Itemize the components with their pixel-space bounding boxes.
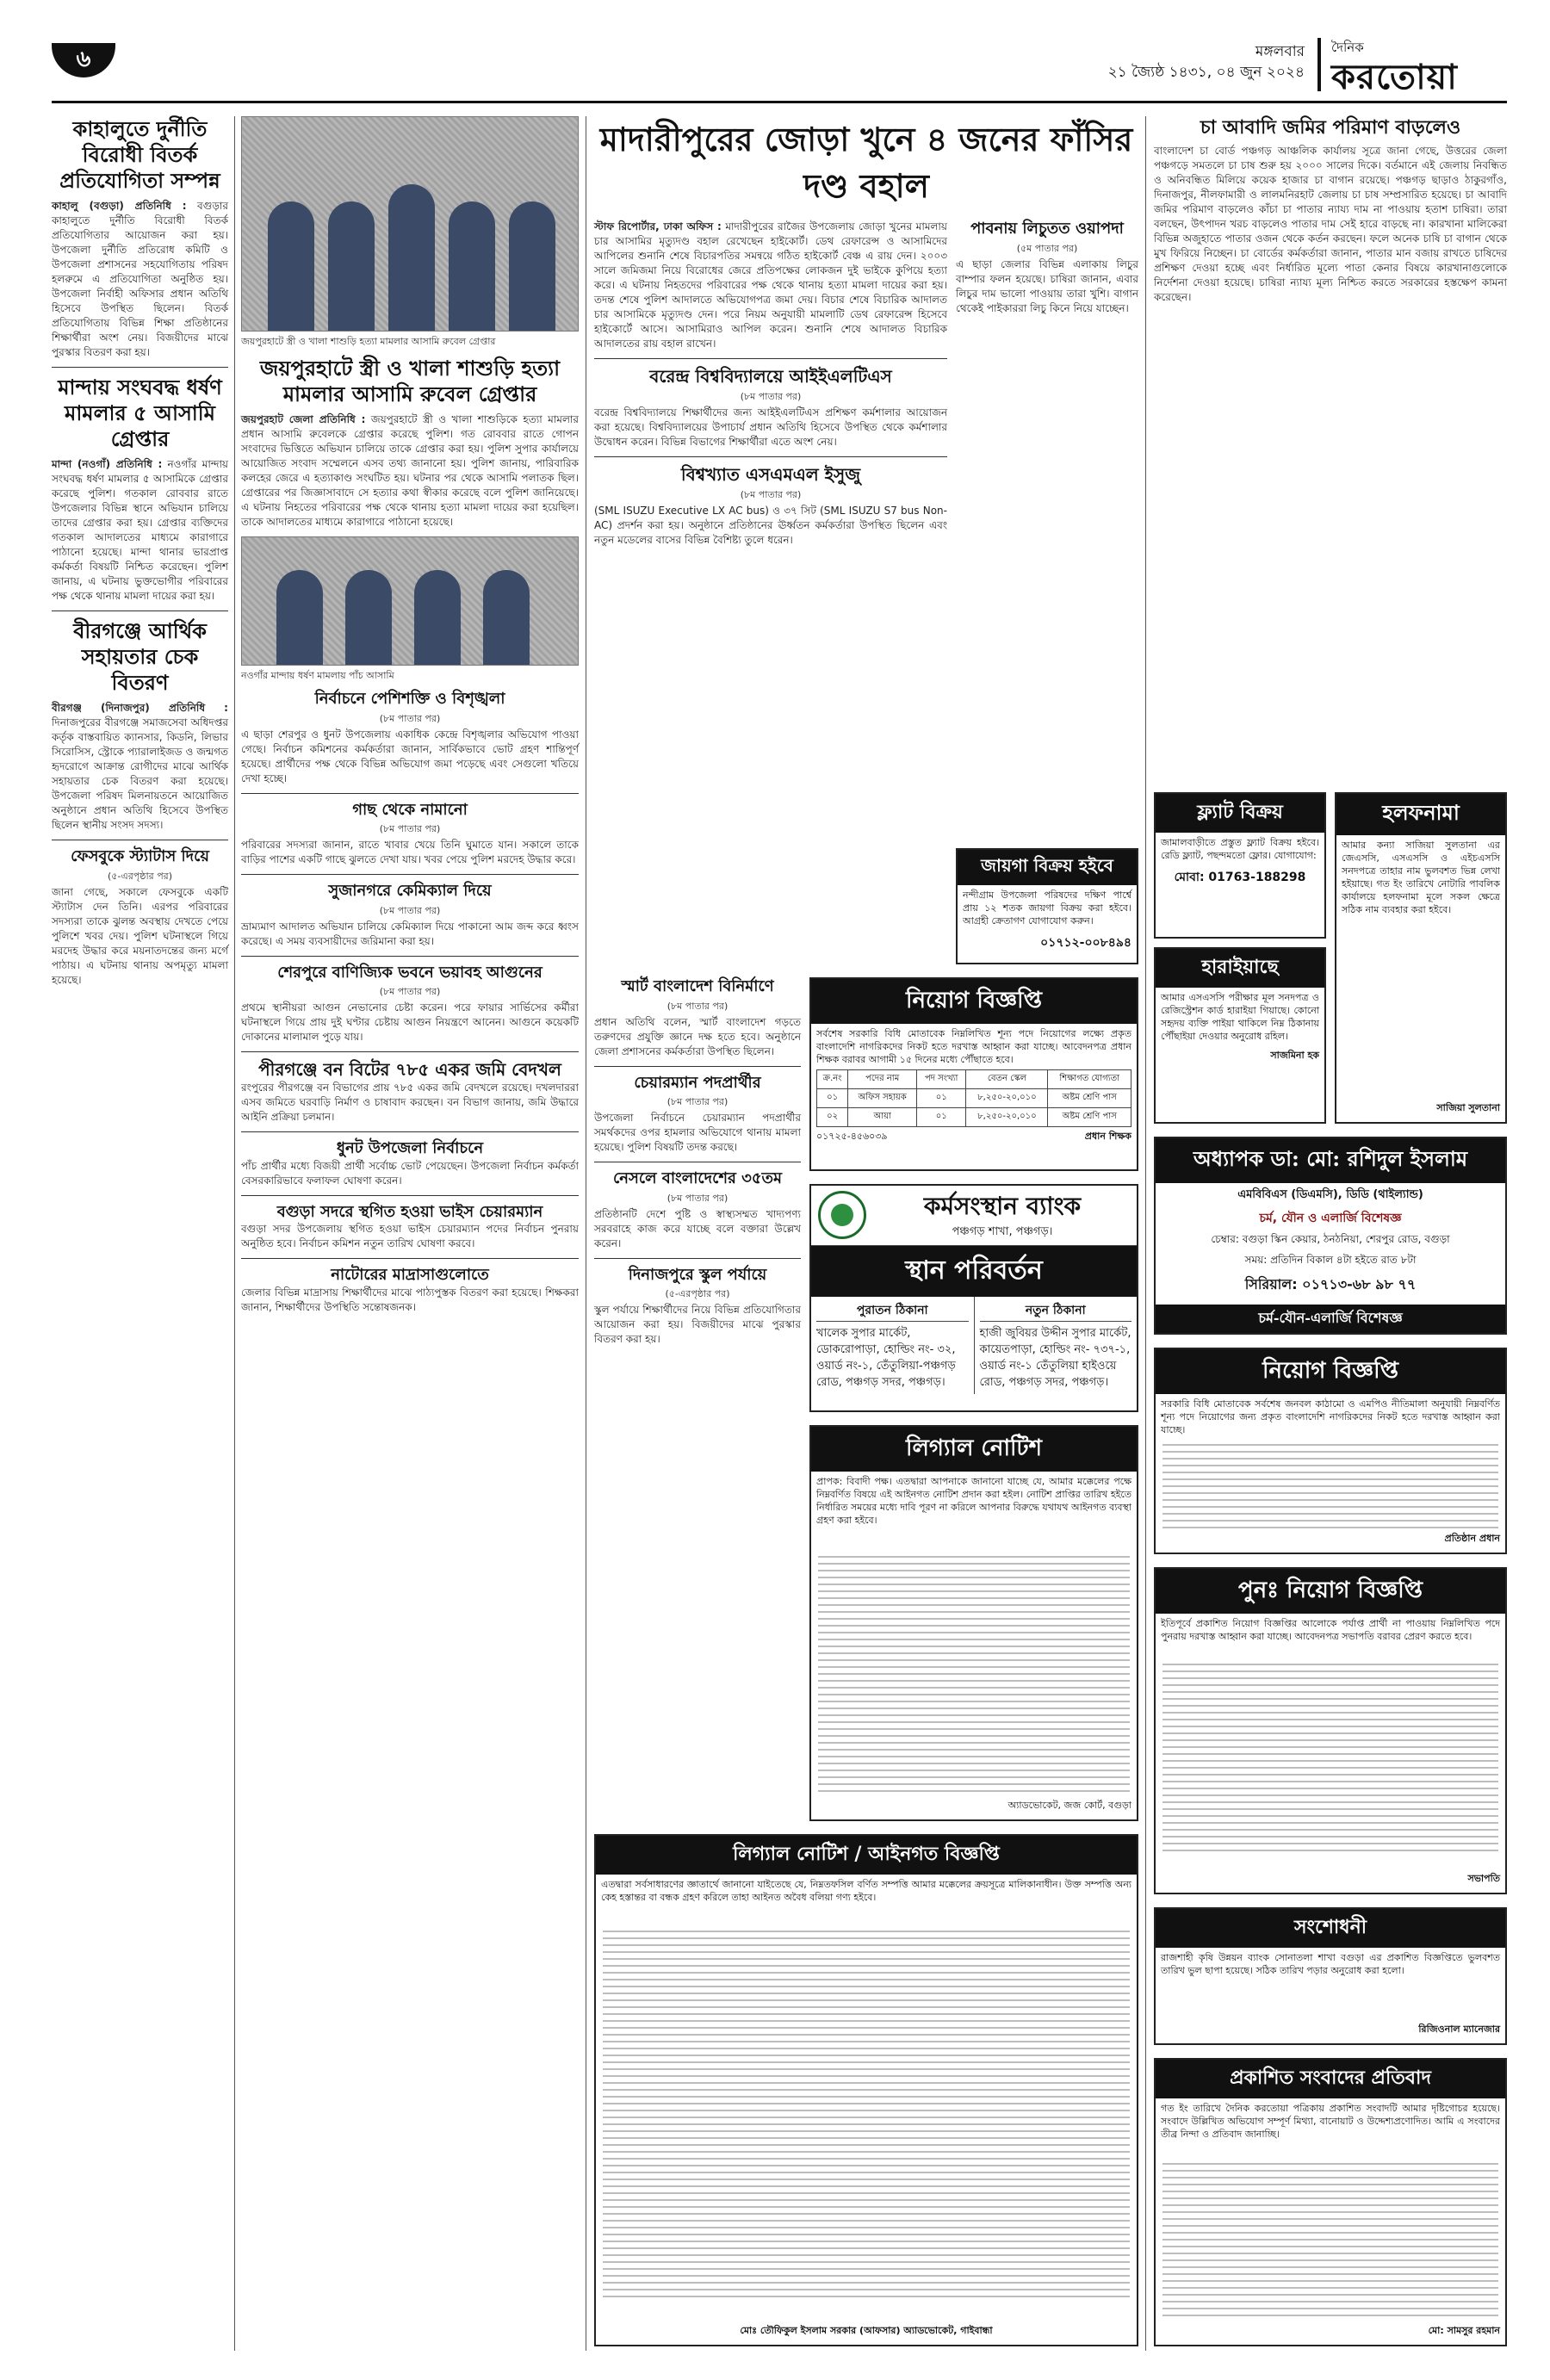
ad-land-phone: ০১৭১২-০০৮৪৯৪	[1040, 936, 1132, 950]
ad-recruitment-2-signature: প্রতিষ্ঠান প্রধান	[1444, 1533, 1500, 1544]
story-manda-body: নওগাঁর মান্দায় সংঘবদ্ধ ধর্ষণ মামলার ৫ আসামিকে গ্রেপ্তার করেছে পুলিশ। গতকাল রোববার রাতে উপজেলার বিভিন্ন স্থানে অভিযান চালিয়ে তাদের গ্রেপ্তার করা হয়। গ্রেপ্তার ব্যক্তিদের গতকাল আদালতের মাধ্যমে কারাগারে পাঠানো হয়েছে। মান্দা থানার ভারপ্রাপ্ত কর্মকর্তা বিষয়টি নিশ্চিত করেছেন। পুলিশ জানায়, এ ঘটনায় ভুক্তভোগীর পরিবারের পক্ষ থেকে থানায় মামলা দায়ের করা হয়।	[52, 458, 228, 602]
ad-protest-body: গত ইং তারিখে দৈনিক করতোয়া পত্রিকায় প্রকাশিত সংবাদটি আমার দৃষ্টিগোচর হয়েছে। সংবাদে উল্লিখিত অভিযোগ সম্পূর্ণ মিথ্যা, বানোয়াট ও উদ্দেশ্যপ্রণোদিত। আমি এ সংবাদের তীব্র নিন্দা ও প্রতিবাদ জানাচ্ছি।	[1161, 2103, 1500, 2140]
story-manda-dateline: মান্দা (নওগাঁ) প্রতিনিধি :	[52, 458, 163, 470]
table-cell: ৮,২৫০-২০,০১০	[966, 1089, 1048, 1108]
ad-land-sale	[956, 848, 1138, 964]
story-birganj-body: দিনাজপুরের বীরগঞ্জে সমাজসেবা অধিদপ্তর কর্তৃক বাস্তবায়িত ক্যানসার, কিডনি, লিভার সিরোসিস, স্ট্রোকে প্যারালাইজড ও জন্মগত হৃদরোগে আক্রান্ত রোগীদের মাঝে আর্থিক সহায়তার চেক বিতরণ করা হয়েছে। উপজেলা পরিষদ মিলনায়তনে আয়োজিত অনুষ্ঠানে প্রধান অতিথি হিসেবে উপস্থিত ছিলেন স্থানীয় সংসদ সদস্য।	[52, 716, 228, 831]
story-sujanagar-body: ভ্রাম্যমাণ আদালত অভিযান চালিয়ে কেমিক্যাল দিয়ে পাকানো আম জব্দ করে ধ্বংস করেছে। এ সময় ব্যবসায়ীদের জরিমানা করা হয়।	[241, 920, 579, 947]
story-kahalu-title: কাহালুতে দুর্নীতি বিরোধী বিতর্ক প্রতিযোগিতা সম্পন্ন	[59, 116, 220, 193]
lead-story-madaripur	[594, 116, 1138, 209]
story-kahalu-dateline: কাহালু (বগুড়া) প্রতিনিধি :	[52, 200, 187, 212]
logo-daily: দৈনিক	[1331, 40, 1364, 55]
story-tea-body: বাংলাদেশ চা বোর্ড পঞ্চগড় আঞ্চলিক কার্যালয় সূত্রে জানা গেছে, উত্তরের জেলা পঞ্চগড়ে সমতলে চা চাষ শুরু হয় ২০০০ সালের দিকে। বর্তমানে এই জেলায় নিবন্ধিত ও অনিবন্ধিত মিলিয়ে কয়েক হাজার চা বাগান রয়েছে। পঞ্চগড় ছাড়াও ঠাকুরগাঁও, দিনাজপুর, নীলফামারী ও লালমনিরহাট জেলায় চা চাষ সম্প্রসারিত হয়েছে। চা আবাদি জমির পরিমাণ বাড়লেও কাঁচা চা পাতার ন্যায্য দাম না পাওয়ায় হতাশ চাষিরা। তারা বলছেন, উৎপাদন খরচ বাড়লেও পাতার দাম সেই হারে বাড়ছে না। কারখানা মালিকেরা বিভিন্ন অজুহাতে পাতার ওজন থেকে কর্তন করছেন। ফলে অনেক চাষি চা বাগান থেকে মুখ ফিরিয়ে নিচ্ছেন। চা বোর্ডের কর্মকর্তারা জানান, পাতার মান বজায় রাখতে চাষিদের প্রশিক্ষণ দেওয়া হচ্ছে এবং নির্ধারিত মূল্যে পাতা কেনার বিষয়ে কারখানাগুলোকে নির্দেশনা দেওয়া হয়েছে। চাষিরা ন্যায্য মূল্য নিশ্চিত করতে সরকারের হস্তক্ষেপ কামনা করেছেন।	[1154, 144, 1507, 303]
story-birganj-dateline: বীরগঞ্জ (দিনাজপুর) প্রতিনিধি :	[52, 702, 228, 714]
story-bogura-vice-body: বগুড়া সদর উপজেলায় স্থগিত হওয়া ভাইস চেয়ারম্যান পদের নির্বাচন পুনরায় অনুষ্ঠিত হবে। নির্বাচন কমিশন নতুন তারিখ ঘোষণা করবে।	[241, 1223, 579, 1249]
ad-lost-signature: সাজমিনা হক	[1270, 1050, 1319, 1061]
table-cell: আয়া	[848, 1108, 917, 1127]
story-dinajpur-body: স্কুল পর্যায়ে শিক্ষার্থীদের নিয়ে বিভিন্ন প্রতিযোগিতার আয়োজন করা হয়। বিজয়ীদের মাঝে পুরস্কার বিতরণ করা হয়।	[594, 1304, 801, 1345]
ad-legal-notice-2	[594, 1834, 1138, 2346]
bank-emblem-icon	[818, 1191, 866, 1239]
ad-lost-notice	[1154, 947, 1326, 1124]
story-manda-title: মান্দায় সংঘবদ্ধ ধর্ষণ মামলার ৫ আসামি গ্রেপ্তার	[58, 375, 222, 451]
ad-recruitment-1-table	[816, 1069, 1132, 1127]
table-header-cell: ক্র.নং	[817, 1070, 848, 1089]
bank-relocation-title: স্থান পরিবর্তন	[811, 1246, 1137, 1297]
story-facebook-title: ফেসবুকে স্ট্যাটাস দিয়ে	[71, 847, 209, 865]
bank-old-address-label: পুরাতন ঠিকানা	[816, 1300, 969, 1322]
ad-recruitment-1-signature: প্রধান শিক্ষক	[1084, 1131, 1132, 1142]
ad-protest-title: প্রকাশিত সংবাদের প্রতিবাদ	[1156, 2060, 1505, 2098]
ad-doctor-time: সময়: প্রতিদিন বিকাল ৪টা হইতে রাত ৮টা	[1244, 1254, 1417, 1266]
ad-recruitment-1-phone: ০১৭২৫-৪৫৬০৩৯	[816, 1131, 888, 1142]
column-divider	[234, 116, 235, 2351]
ad-flat-title: ফ্ল্যাট বিক্রয়	[1156, 794, 1324, 833]
ad-recruitment-2	[1154, 1348, 1507, 1554]
story-tree-title: গাছ থেকে নামানো	[352, 800, 468, 819]
story-candidate-body: উপজেলা নির্বাচনে চেয়ারম্যান পদপ্রার্থীর সমর্থকদের ওপর হামলার অভিযোগে থানায় মামলা হয়েছে। পুলিশ বিষয়টি তদন্ত করছে।	[594, 1112, 801, 1153]
legal-notice-1-title: লিগ্যাল নোটিশ	[811, 1427, 1137, 1472]
ad-affidavit	[1335, 792, 1507, 1124]
weekday: মঙ্গলবার	[1255, 43, 1305, 60]
ad-land-body: নন্দীগ্রাম উপজেলা পরিষদের দক্ষিণ পার্শ্বে প্রায় ১২ শতক জায়গা বিক্রয় করা হইবে। আগ্রহী ক্রেতাগণ যোগাযোগ করুন।	[963, 889, 1132, 927]
ad-recruitment-1	[809, 977, 1138, 1171]
story-election-continued: (৮ম পাতার পর)	[379, 712, 441, 724]
logo-name: করতোয়া	[1331, 57, 1458, 97]
ad-doctor-degree: এমবিবিএস (ডিএমসি), ডিডি (থাইল্যান্ড)	[1237, 1188, 1423, 1201]
newspaper-logo	[1318, 38, 1507, 97]
ad-flat-body: জামালবাড়ীতে প্রস্তুত ফ্ল্যাট বিক্রয় হইবে। রেডি ফ্ল্যাট, পছন্দমতো ফ্লোর। যোগাযোগ:	[1161, 837, 1319, 861]
ad-doctor-chamber: চেম্বার: বগুড়া স্কিন কেয়ার, ঠনঠনিয়া, শেরপুর রোড, বগুড়া	[1211, 1233, 1450, 1245]
ad-lost-body: আমার এসএসসি পরীক্ষার মূল সনদপত্র ও রেজিস্ট্রেশন কার্ড হারাইয়া গিয়াছে। কোনো সহৃদয় ব্যক্তি পাইয়া থাকিলে নিম্ন ঠিকানায় পৌঁছাইয়া দেওয়ার অনুরোধ রহিল।	[1161, 992, 1319, 1042]
ad-re-recruitment-signature: সভাপতি	[1467, 1873, 1500, 1884]
story-pabna-body: এ ছাড়া জেলার বিভিন্ন এলাকায় লিচুর বাম্পার ফলন হয়েছে। চাষিরা জানান, এবার লিচুর দাম ভালো পাওয়ায় তারা খুশি। বাগান থেকেই পাইকাররা লিচু কিনে নিয়ে যাচ্ছেন।	[956, 257, 1138, 314]
ad-flat-sale	[1154, 792, 1326, 939]
bank-new-address-label: নতুন ঠিকানা	[980, 1300, 1132, 1322]
ad-doctor-band: চর্ম-যৌন-এলার্জি বিশেষজ্ঞ	[1156, 1305, 1505, 1333]
story-election-title: নির্বাচনে পেশিশক্তি ও বিশৃঙ্খলা	[314, 690, 505, 708]
story-candidate-title: চেয়ারম্যান পদপ্রার্থীর	[634, 1073, 761, 1092]
ad-flat-phone: মোবা: 01763-188298	[1174, 871, 1306, 884]
story-barendra-body: বরেন্দ্র বিশ্ববিদ্যালয়ে শিক্ষার্থীদের জন্য আইইএলটিএস প্রশিক্ষণ কর্মশালার আয়োজন করা হয়েছে। বিশ্ববিদ্যালয়ের উপাচার্য প্রধান অতিথি হিসেবে উপস্থিত থেকে কর্মশালার উদ্বোধন করেন। বিভিন্ন বিভাগের শিক্ষার্থীরা এতে অংশ নেয়।	[594, 406, 947, 448]
story-nestle-continued: (৮ম পাতার পর)	[666, 1192, 728, 1204]
story-tree-continued: (৮ম পাতার পর)	[379, 823, 441, 834]
table-cell: ০১	[917, 1108, 966, 1127]
ad-correction	[1154, 1907, 1507, 2045]
story-joypurhat-dateline: জয়পুরহাট জেলা প্রতিনিধি :	[241, 413, 366, 425]
ad-doctor-serial: সিরিয়াল: ০১৭১৩-৬৮ ৯৮ ৭৭	[1244, 1276, 1417, 1292]
lead-story-dateline: স্টাফ রিপোর্টার, ঢাকা অফিস :	[594, 220, 722, 232]
table-row	[817, 1108, 1132, 1127]
ad-protest-signature: মো: সামসুর রহমান	[1428, 2325, 1500, 2336]
story-sujanagar-continued: (৮ম পাতার পর)	[379, 904, 441, 916]
newspaper-page	[52, 34, 1507, 2351]
table-row	[817, 1089, 1132, 1108]
story-tree-body: পরিবারের সদস্যরা জানান, রাতে খাবার খেয়ে তিনি ঘুমাতে যান। সকালে তাকে বাড়ির পাশের একটি গাছে ঝুলতে দেখা যায়। খবর পেয়ে পুলিশ মরদেহ উদ্ধার করে।	[241, 839, 579, 865]
ad-land-title: জায়গা বিক্রয় হইবে	[958, 850, 1137, 885]
story-pirganj-title: পীরগঞ্জে বন বিটের ৭৮৫ একর জমি বেদখল	[258, 1059, 561, 1080]
ad-doctor	[1154, 1137, 1507, 1335]
masthead	[52, 34, 1507, 103]
column-4	[956, 220, 1138, 316]
column-2	[241, 116, 579, 1315]
column-5	[1154, 116, 1507, 305]
ad-bank-relocation	[809, 1184, 1138, 1412]
photo-manda-caption: নওগাঁর মান্দায় ধর্ষণ মামলায় পাঁচ আসামি	[241, 670, 394, 681]
table-cell: ০১	[917, 1089, 966, 1108]
table-header-cell: পদ সংখ্যা	[917, 1070, 966, 1089]
legal-notice-2-signature: মোঃ তৌফিকুল ইসলাম সরকার (আফসার) অ্যাডভোকেট, গাইবান্ধা	[740, 2325, 993, 2336]
issue-date: ২১ জ্যৈষ্ঠ ১৪৩১, ০৪ জুন ২০২৪	[1107, 64, 1305, 81]
ad-affidavit-body: আমার কন্যা সাজিয়া সুলতানা এর জেএসসি, এসএসসি ও এইচএসসি সনদপত্রে তাহার নাম ভুলবশত ভিন্ন লেখা হইয়াছে। গত ইং তারিখে নোটারি পাবলিক কার্যালয়ে হলফনামা মূলে সকল ক্ষেত্রে সঠিক নাম ব্যবহার করা হইবে।	[1342, 840, 1500, 915]
table-cell: ৮,২৫০-২০,০১০	[966, 1108, 1048, 1127]
ad-affidavit-title: হলফনামা	[1336, 794, 1505, 835]
photo-joypurhat-arrest	[241, 116, 579, 332]
legal-notice-2-title: লিগ্যাল নোটিশ / আইনগত বিজ্ঞপ্তি	[596, 1836, 1137, 1875]
story-smart-bd-body: প্রধান অতিথি বলেন, স্মার্ট বাংলাদেশ গড়তে তরুণদের প্রযুক্তি জ্ঞানে দক্ষ হতে হবে। অনুষ্ঠানে জেলা প্রশাসনের কর্মকর্তারা উপস্থিত ছিলেন।	[594, 1015, 801, 1057]
lead-story-title: মাদারীপুরের জোড়া খুনে ৪ জনের ফাঁসির দণ্ড বহাল	[599, 120, 1133, 205]
story-joypurhat-body: জয়পুরহাটে স্ত্রী ও খালা শাশুড়িকে হত্যা মামলার প্রধান আসামি রুবেলকে গ্রেপ্তার করেছে পুলিশ। গত রোববার রাতে গোপন সংবাদের ভিত্তিতে অভিযান চালিয়ে তাকে গ্রেপ্তার করা হয়। পুলিশ সুপার কার্যালয়ে আয়োজিত সংবাদ সম্মেলনে এসব তথ্য জানানো হয়। পুলিশ জানায়, পারিবারিক কলহের জেরে এ হত্যাকাণ্ড সংঘটিত হয়। ঘটনার পর থেকে আসামি পলাতক ছিল। গ্রেপ্তারের পর জিজ্ঞাসাবাদে সে হত্যার কথা স্বীকার করেছে বলে পুলিশ জানিয়েছে। এ ঘটনায় নিহতের পরিবারের পক্ষ থেকে থানায় হত্যা মামলা দায়ের করা হয়েছিল। তাকে আদালতের মাধ্যমে কারাগারে পাঠানো হয়েছে।	[241, 413, 579, 528]
ad-re-recruitment-title: পুনঃ নিয়োগ বিজ্ঞপ্তি	[1156, 1569, 1505, 1614]
column-3	[594, 220, 947, 548]
ad-protest	[1154, 2058, 1507, 2346]
bank-new-address: হাজী জুবিয়র উদ্দীন সুপার মার্কেট, কায়েতপাড়া, হোল্ডিং নং- ৭৩৭-১, ওয়ার্ড নং-১ তেঁতুলিয়া হাইওয়ে রোড, পঞ্চগড় সদর, পঞ্চগড়।	[979, 1327, 1132, 1389]
story-dinajpur-title: দিনাজপুরে স্কুল পর্যায়ে	[628, 1265, 767, 1284]
ad-doctor-specialty: চর্ম, যৌন ও এলার্জি বিশেষজ্ঞ	[1259, 1212, 1402, 1225]
story-candidate-continued: (৮ম পাতার পর)	[666, 1096, 728, 1107]
story-sherpur-fire-title: শেরপুরে বাণিজ্যিক ভবনে ভয়াবহ আগুনের	[277, 963, 542, 982]
story-dhunat-body: পাঁচ প্রার্থীর মধ্যে বিজয়ী প্রার্থী সর্বোচ্চ ভোট পেয়েছেন। উপজেলা নির্বাচন কর্মকর্তা বেসরকারিভাবে ফলাফল ঘোষণা করেন।	[241, 1159, 579, 1187]
bank-name: কর্মসংস্থান ব্যাংক	[923, 1192, 1082, 1220]
story-smart-bd-title: স্মার্ট বাংলাদেশ বিনির্মাণে	[621, 977, 774, 995]
ad-re-recruitment-body: ইতিপূর্বে প্রকাশিত নিয়োগ বিজ্ঞপ্তির আলোকে পর্যাপ্ত প্রার্থী না পাওয়ায় নিম্নলিখিত পদে পুনরায় দরখাস্ত আহ্বান করা যাচ্ছে। আবেদনপত্র সভাপতি বরাবর প্রেরণ করতে হবে।	[1161, 1618, 1500, 1642]
legal-notice-1-signature: অ্যাডভোকেট, জজ কোর্ট, বগুড়া	[1008, 1800, 1132, 1811]
page-number: ৬	[52, 43, 115, 77]
ad-correction-signature: রিজিওনাল ম্যানেজার	[1418, 2024, 1500, 2035]
ad-affidavit-signature: সাজিয়া সুলতানা	[1436, 1102, 1500, 1113]
story-dhunat-title: ধুনট উপজেলা নির্বাচনে	[336, 1139, 484, 1157]
story-tea-title: চা আবাদি জমির পরিমাণ বাড়লেও	[1200, 116, 1461, 139]
story-nestle-title: নেসলে বাংলাদেশের ৩৫তম	[612, 1169, 783, 1187]
ad-recruitment-1-title: নিয়োগ বিজ্ঞপ্তি	[811, 979, 1137, 1024]
story-natore-body: জেলার বিভিন্ন মাদ্রাসায় শিক্ষার্থীদের মাঝে পাঠ্যপুস্তক বিতরণ করা হয়েছে। শিক্ষকরা জানান, শিক্ষার্থীদের উপস্থিতি সন্তোষজনক।	[241, 1286, 579, 1313]
story-facebook-body: জানা গেছে, সকালে ফেসবুকে একটি স্ট্যাটাস দেন তিনি। এরপর পরিবারের সদস্যরা তাকে ঝুলন্ত অবস্থায় দেখতে পেয়ে পুলিশে খবর দেয়। পুলিশ ঘটনাস্থলে গিয়ে মরদেহ উদ্ধার করে ময়নাতদন্তের জন্য মর্গে পাঠায়। এ ঘটনায় থানায় অপমৃত্যু মামলা হয়েছে।	[52, 885, 228, 986]
story-barendra-continued: (৮ম পাতার পর)	[740, 391, 802, 402]
table-header-cell: পদের নাম	[848, 1070, 917, 1089]
story-sherpur-fire-body: প্রথমে স্থানীয়রা আগুন নেভানোর চেষ্টা করেন। পরে ফায়ার সার্ভিসের কর্মীরা ঘটনাস্থলে গিয়ে প্রায় দুই ঘণ্টার চেষ্টায় আগুন নিয়ন্ত্রণে আনেন। আগুনে কয়েকটি দোকানের মালামাল পুড়ে যায়।	[241, 1001, 579, 1043]
photo-joypurhat-caption: জয়পুরহাটে স্ত্রী ও খালা শাশুড়ি হত্যা মামলার আসামি রুবেল গ্রেপ্তার	[241, 336, 496, 347]
table-cell: ০১	[817, 1089, 848, 1108]
ad-lost-title: হারাইয়াছে	[1156, 949, 1324, 988]
legal-notice-1-body: প্রাপক: বিবাদী পক্ষ। এতদ্বারা আপনাকে জানানো যাচ্ছে যে, আমার মক্কেলের পক্ষে নিম্নবর্ণিত বিষয়ে এই আইনগত নোটিশ প্রদান করা হইল। নোটিশ প্রাপ্তির তারিখ হইতে নির্ধারিত সময়ের মধ্যে দাবি পূরণ না করিলে আপনার বিরুদ্ধে যথাযথ আইনগত ব্যবস্থা গ্রহণ করা হইবে।	[816, 1476, 1132, 1526]
column-1	[52, 116, 228, 988]
story-nestle-body: প্রতিষ্ঠানটি দেশে পুষ্টি ও স্বাস্থ্যসম্মত খাদ্যপণ্য সরবরাহে কাজ করে যাচ্ছে বলে বক্তারা উল্লেখ করেন।	[594, 1207, 801, 1249]
ad-correction-title: সংশোধনী	[1156, 1909, 1505, 1948]
ad-re-recruitment	[1154, 1567, 1507, 1894]
story-isuzu-continued: (৮ম পাতার পর)	[740, 489, 802, 500]
table-cell: ০২	[817, 1108, 848, 1127]
ad-correction-body: রাজশাহী কৃষি উন্নয়ন ব্যাংক সোনাতলা শাখা বগুড়া এর প্রকাশিত বিজ্ঞপ্তিতে ভুলবশত তারিখ ভুল ছাপা হয়েছে। সঠিক তারিখ পড়ার অনুরোধ করা হলো।	[1161, 1952, 1500, 1976]
column-3-lower	[594, 977, 801, 1347]
ad-legal-notice-1	[809, 1425, 1138, 1821]
table-cell: অষ্টম শ্রেণি পাস	[1048, 1089, 1132, 1108]
table-header-cell: বেতন স্কেল	[966, 1070, 1048, 1089]
story-isuzu-body: (SML ISUZU Executive LX AC bus) ও ৩৭ সিট (SML ISUZU S7 bus Non-AC) প্রদর্শন করা হয়। অনুষ্ঠানে প্রতিষ্ঠানের ঊর্ধ্বতন কর্মকর্তারা উপস্থিত ছিলেন এবং নতুন মডেলের বাসের বিভিন্ন বৈশিষ্ট্য তুলে ধরেন।	[594, 505, 947, 546]
story-sujanagar-title: সুজানগরে কেমিক্যাল দিয়ে	[328, 882, 492, 900]
story-birganj-title: বীরগঞ্জে আর্থিক সহায়তার চেক বিতরণ	[73, 618, 207, 695]
table-cell: অষ্টম শ্রেণি পাস	[1048, 1108, 1132, 1127]
ad-doctor-name: অধ্যাপক ডা: মো: রশিদুল ইসলাম	[1156, 1138, 1505, 1183]
story-pirganj-body: রংপুরের পীরগঞ্জে বন বিভাগের প্রায় ৭৮৫ একর জমি বেদখলে রয়েছে। দখলদাররা এসব জমিতে ঘরবাড়ি নির্মাণ ও চাষাবাদ করছেন। বন বিভাগ জানায়, জমি উদ্ধারে আইনি প্রক্রিয়া চলমান।	[241, 1082, 579, 1123]
story-kahalu-body: বগুড়ার কাহালুতে দুর্নীতি বিরোধী বিতর্ক প্রতিযোগিতার আয়োজন করা হয়। উপজেলা দুর্নীতি প্রতিরোধ কমিটি ও উপজেলা প্রশাসনের সহযোগিতায় পরিষদ হলরুমে এ প্রতিযোগিতা অনুষ্ঠিত হয়। উপজেলা নির্বাহী অফিসার প্রধান অতিথি হিসেবে উপস্থিত ছিলেন। বিতর্ক প্রতিযোগিতায় বিভিন্ন শিক্ষা প্রতিষ্ঠানের শিক্ষার্থীরা অংশ নেয়। বিজয়ীদের মাঝে পুরস্কার বিতরণ করা হয়।	[52, 200, 228, 358]
lead-story-body: মাদারীপুরের রাজৈর উপজেলায় জোড়া খুনের মামলায় চার আসামির মৃত্যুদণ্ড বহাল রেখেছেন হাইকোর্ট। ডেথ রেফারেন্স ও আসামিদের আপিলের শুনানি শেষে বিচারপতির সমন্বয়ে গঠিত হাইকোর্ট বেঞ্চ এ রায় দেন। ২০০৩ সালে জমিজমা নিয়ে বিরোধের জেরে প্রতিপক্ষের লোকজন দুই ভাইকে কুপিয়ে হত্যা করে। এ ঘটনায় নিহতদের পরিবারের পক্ষ থেকে থানায় হত্যা মামলা দায়ের করা হয়। তদন্ত শেষে পুলিশ আদালতে অভিযোগপত্র জমা দেয়। বিচার শেষে বিচারিক আদালত চার আসামিকে মৃত্যুদণ্ড দেন। পরে নিয়ম অনুযায়ী মামলাটি ডেথ রেফারেন্স হিসেবে হাইকোর্টে আসে। আসামিরাও আপিল করেন। শুনানি শেষে আদালত বিচারিক আদালতের রায় বহাল রাখেন।	[594, 220, 947, 350]
table-header-cell: শিক্ষাগত যোগ্যতা	[1048, 1070, 1132, 1089]
story-dinajpur-continued: (৫-এরপৃষ্ঠার পর)	[665, 1288, 730, 1299]
story-election-body: এ ছাড়া শেরপুর ও ধুনট উপজেলায় একাধিক কেন্দ্রে বিশৃঙ্খলার অভিযোগ পাওয়া গেছে। নির্বাচন কমিশনের কর্মকর্তারা জানান, সার্বিকভাবে ভোট গ্রহণ শান্তিপূর্ণ হয়েছে। প্রার্থীদের পক্ষ থেকে বিভিন্ন অভিযোগ জমা পড়েছে এবং সেগুলো খতিয়ে দেখা হচ্ছে।	[241, 728, 579, 784]
photo-manda-accused	[241, 536, 579, 666]
table-cell: অফিস সহায়ক	[848, 1089, 917, 1108]
story-pabna-continued: (৫ম পাতার পর)	[1016, 242, 1078, 254]
story-bogura-vice-title: বগুড়া সদরে স্থগিত হওয়া ভাইস চেয়ারম্যান	[276, 1202, 543, 1221]
legal-notice-2-body: এতদ্বারা সর্বসাধারণের জ্ঞাতার্থে জানানো যাইতেছে যে, নিম্নতফসিল বর্ণিত সম্পত্তি আমার মক্কেলের ক্রয়সূত্রে মালিকানাধীন। উক্ত সম্পত্তি অন্য কেহ হস্তান্তর বা বন্ধক গ্রহণ করিলে তাহা আইনত অবৈধ বলিয়া গণ্য হইবে।	[601, 1879, 1132, 1903]
story-isuzu-title: বিশ্বখ্যাত এসএমএল ইসুজু	[680, 464, 861, 485]
story-joypurhat-title: জয়পুরহাটে স্ত্রী ও খালা শাশুড়ি হত্যা মামলার আসামি রুবেল গ্রেপ্তার	[259, 356, 561, 406]
bank-branch: পঞ্চগড় শাখা, পঞ্চগড়।	[952, 1225, 1053, 1238]
story-facebook-continued: (৫-এরপৃষ্ঠার পর)	[108, 870, 172, 882]
ad-recruitment-1-body: সর্বশেষ সরকারি বিধি মোতাবেক নিম্নলিখিত শূন্য পদে নিয়োগের লক্ষ্যে প্রকৃত বাংলাদেশি নাগরিকদের নিকট হতে দরখাস্ত আহ্বান করা যাচ্ছে। আবেদনপত্র প্রধান শিক্ষক বরাবর আগামী ১৫ দিনের মধ্যে পৌঁছাতে হবে।	[816, 1028, 1132, 1065]
story-smart-bd-continued: (৮ম পাতার পর)	[666, 1000, 728, 1012]
dateline	[1108, 41, 1305, 83]
ad-recruitment-2-body: সরকারি বিধি মোতাবেক সর্বশেষ জনবল কাঠামো ও এমপিও নীতিমালা অনুযায়ী নিম্নবর্ণিত শূন্য পদে নিয়োগের জন্য প্রকৃত বাংলাদেশি নাগরিকদের নিকট হতে দরখাস্ত আহ্বান করা যাচ্ছে।	[1161, 1398, 1500, 1435]
story-sherpur-fire-continued: (৮ম পাতার পর)	[379, 986, 441, 997]
story-pabna-title: পাবনায় লিচুতত ওয়াপদা	[970, 220, 1124, 238]
story-natore-title: নাটোরের মাদ্রাসাগুলোতে	[331, 1266, 489, 1284]
ad-recruitment-2-title: নিয়োগ বিজ্ঞপ্তি	[1156, 1349, 1505, 1394]
column-divider	[1145, 116, 1146, 2351]
bank-old-address: খালেক সুপার মার্কেট, ডোকরোপাড়া, হোল্ডিং নং- ৩২, ওয়ার্ড নং-১, তেঁতুলিয়া-পঞ্চগড় রোড, পঞ্চগড় সদর, পঞ্চগড়।	[816, 1327, 956, 1389]
story-barendra-title: বরেন্দ্র বিশ্ববিদ্যালয়ে আইইএলটিএস	[649, 366, 892, 387]
